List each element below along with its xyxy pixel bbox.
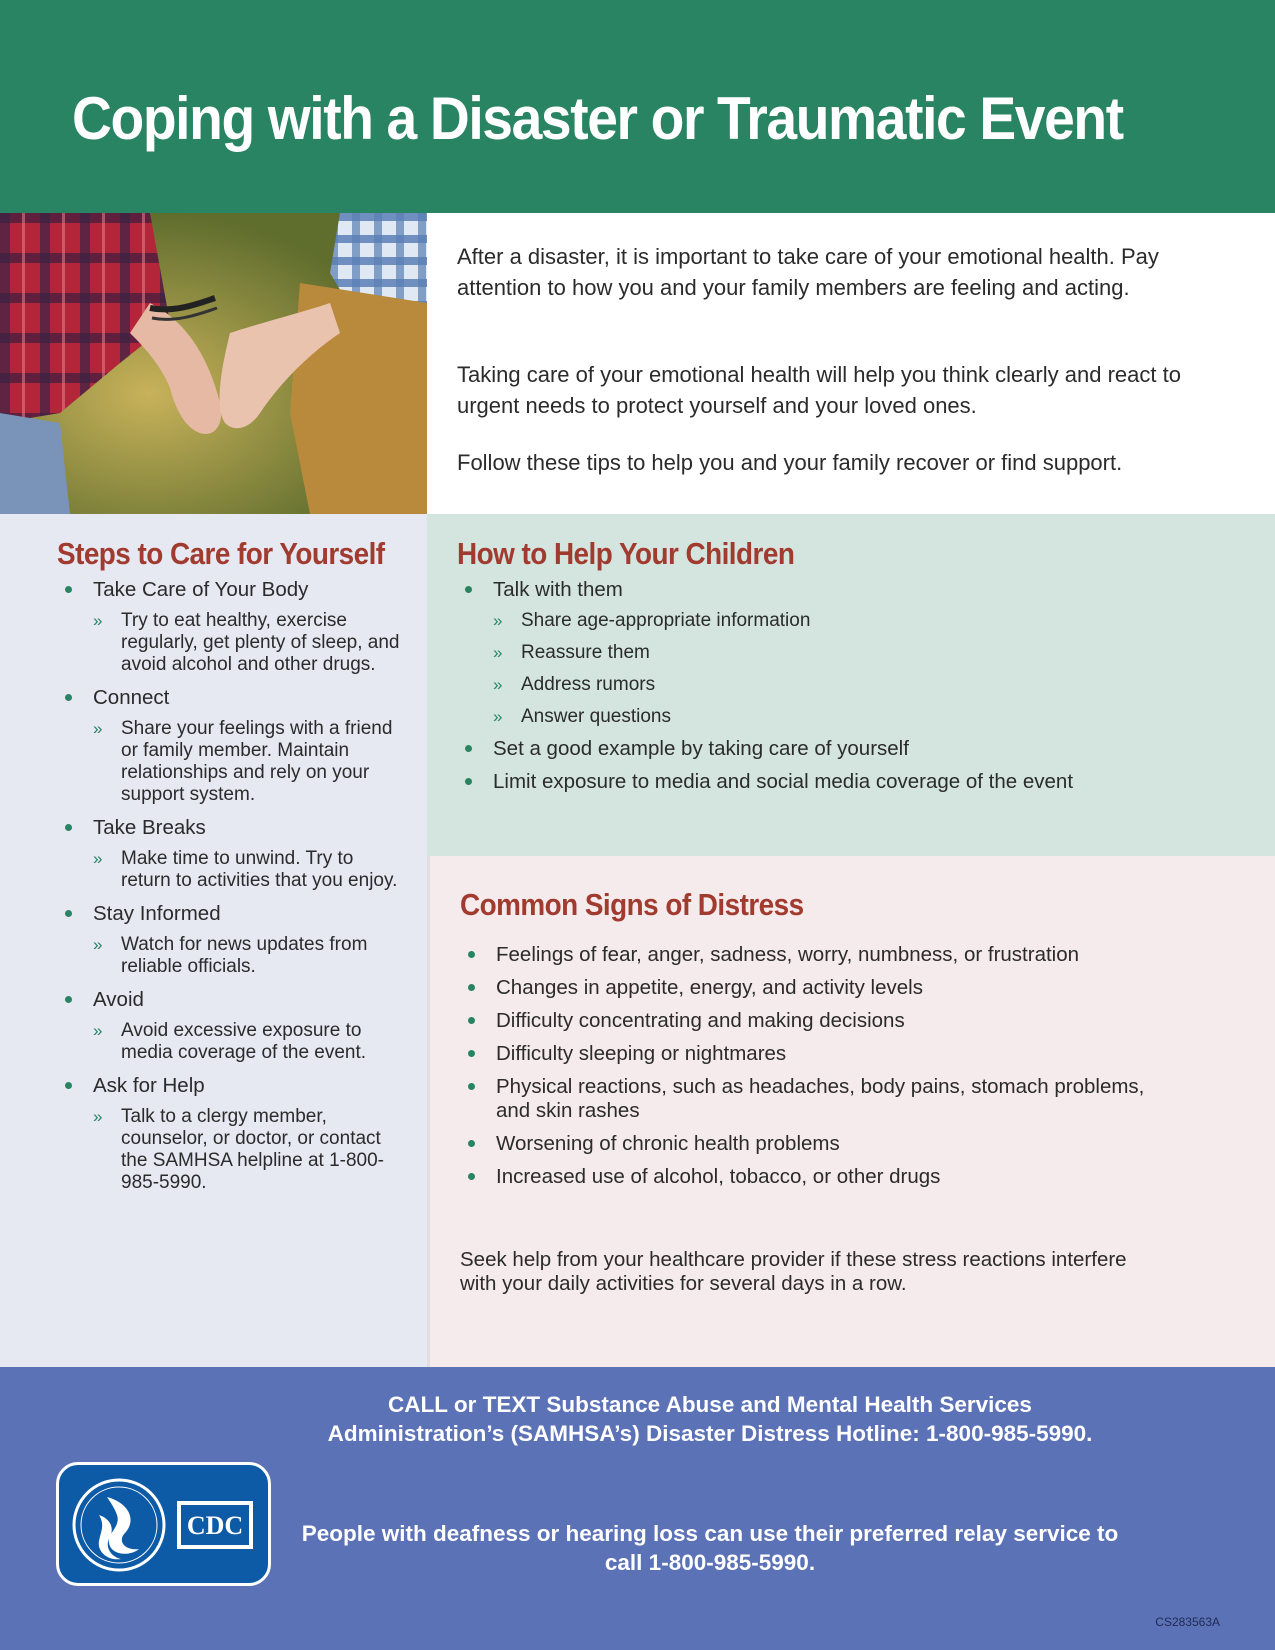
care-item-label: Take Breaks [93, 816, 206, 839]
list-item: Difficulty concentrating and making decisions [460, 1009, 1160, 1033]
page-title: Coping with a Disaster or Traumatic Event [72, 85, 1123, 152]
sub-list-item: » Reassure them [493, 642, 1247, 664]
list-item [57, 988, 402, 1064]
signs-note: Seek help from your healthcare provider if these stress reactions interfere with your daily activities for several days in a row. [460, 1248, 1127, 1295]
care-item-label: Take Care of Your Body [93, 578, 309, 601]
list-item: Feelings of fear, anger, sadness, worry, numbness, or frustration [460, 943, 1160, 967]
care-item-label: Ask for Help [93, 1074, 205, 1097]
sub-list-item: » Watch for news updates from reliable officials. [93, 934, 402, 978]
sub-list-item: » Make time to unwind. Try to return to activities that you enjoy. [93, 848, 402, 892]
svg-text:CDC: CDC [186, 1511, 244, 1540]
hands-holding-photo [0, 213, 427, 514]
list-item [457, 578, 1247, 728]
children-list [457, 578, 1247, 794]
children-item-label: Set a good example by taking care of yourself [493, 737, 909, 760]
sub-list-item: » Avoid excessive exposure to media coverage of the event. [93, 1020, 402, 1064]
list-item: Increased use of alcohol, tobacco, or other drugs [460, 1165, 1160, 1189]
page-header [0, 0, 1275, 213]
intro-section [427, 213, 1275, 514]
sub-list-item: » Talk to a clergy member, counselor, or doctor, or contact the SAMHSA helpline at 1-800-985-5990. [93, 1106, 402, 1194]
list-item [57, 816, 402, 892]
care-list [57, 578, 402, 1194]
care-section [0, 514, 427, 1367]
list-item: Physical reactions, such as headaches, body pains, stomach problems, and skin rashes [460, 1075, 1160, 1123]
list-item [457, 770, 1247, 794]
relay-text: People with deafness or hearing loss can use their preferred relay service to call 1-800-985-5990. [301, 1521, 1119, 1575]
list-item [57, 1074, 402, 1194]
children-title: How to Help Your Children [457, 536, 795, 571]
hhs-cdc-logo [56, 1462, 271, 1586]
list-item [57, 578, 402, 676]
list-item: Difficulty sleeping or nightmares [460, 1042, 1160, 1066]
intro-paragraph-2: Taking care of your emotional health will help you think clearly and react to urgent needs to protect yourself and your loved ones. [457, 362, 1181, 418]
list-item: Worsening of chronic health problems [460, 1132, 1160, 1156]
children-section [427, 514, 1275, 856]
care-item-label: Stay Informed [93, 902, 221, 925]
list-item: Changes in appetite, energy, and activity levels [460, 976, 1160, 1000]
care-title: Steps to Care for Yourself [57, 536, 385, 571]
sub-list-item: » Share age-appropriate information [493, 610, 1247, 632]
hotline-footer [0, 1367, 1275, 1650]
sub-list-item: » Address rumors [493, 674, 1247, 696]
hotline-text: CALL or TEXT Substance Abuse and Mental Health Services Administration’s (SAMHSA’s) Disaster Distress Hotline: 1-800-985-5990. [327, 1392, 1093, 1446]
signs-list [460, 943, 1160, 1189]
signs-section [427, 856, 1275, 1367]
list-item [457, 737, 1247, 761]
care-item-label: Connect [93, 686, 170, 709]
sub-list-item: » Answer questions [493, 706, 1247, 728]
children-item-label: Talk with them [493, 578, 623, 601]
list-item [57, 902, 402, 978]
document-code: CS283563A [1155, 1615, 1220, 1629]
list-item [57, 686, 402, 806]
sub-list-item: » Try to eat healthy, exercise regularly, get plenty of sleep, and avoid alcohol and other drugs. [93, 610, 402, 676]
intro-paragraph-1: After a disaster, it is important to take care of your emotional health. Pay attention to how you and your family members are feeling and acting. [457, 244, 1159, 300]
intro-paragraph-3: Follow these tips to help you and your family recover or find support. [457, 450, 1123, 475]
signs-title: Common Signs of Distress [460, 887, 804, 922]
care-item-label: Avoid [93, 988, 144, 1011]
children-item-label: Limit exposure to media and social media coverage of the event [493, 770, 1074, 793]
sub-list-item: » Share your feelings with a friend or family member. Maintain relationships and rely on your support system. [93, 718, 402, 806]
